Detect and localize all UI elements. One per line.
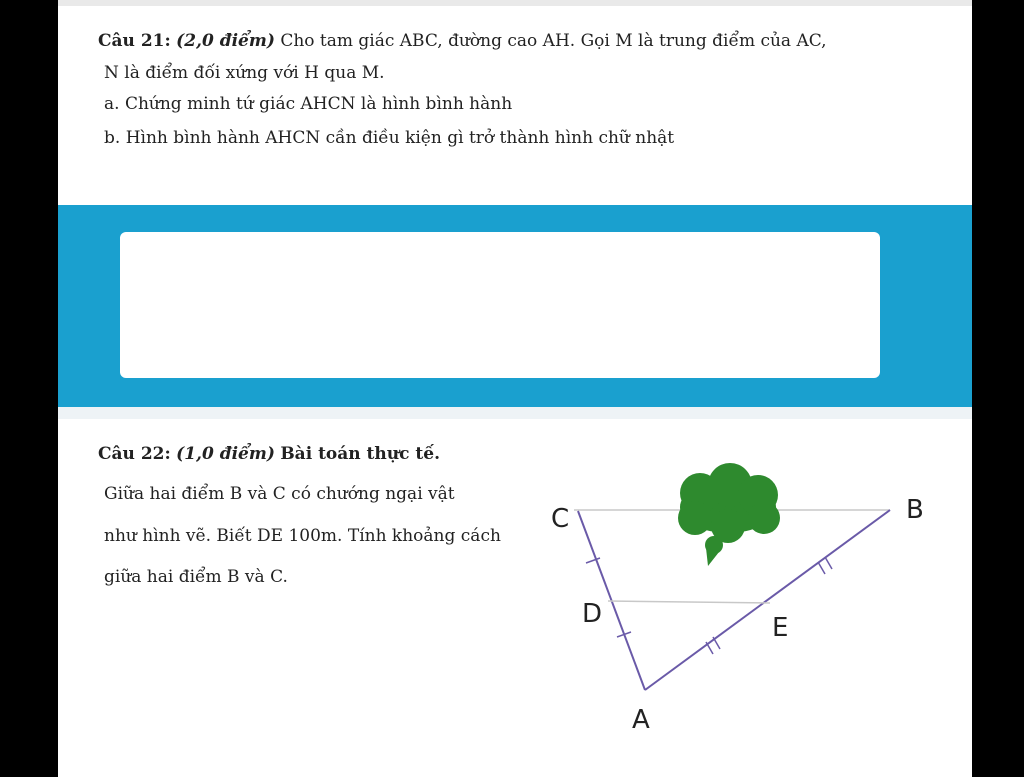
q22-text-3: giữa hai điểm B và C. [104,567,288,587]
side-ab [645,510,890,690]
q22-points: (1,0 điểm) [176,444,275,464]
tick-eb-2 [825,557,832,569]
q21-part-a: a. Chứng minh tứ giác AHCN là hình bình hành [104,94,513,114]
obstacle-shape [678,463,780,566]
label-b: B [906,495,924,525]
segment-de [608,601,770,603]
q21-points: (2,0 điểm) [176,31,275,51]
q21-text-2: N là điểm đối xứng với H qua M. [104,63,385,83]
label-d: D [582,599,603,629]
q22-text-1: Giữa hai điểm B và C có chướng ngại vật [104,484,455,504]
label-a: A [632,705,650,735]
tick-eb-1 [818,562,825,574]
tick-ae-2 [713,637,720,649]
label-c: C [551,504,570,534]
label-e: E [772,613,789,643]
q21-part-b: b. Hình bình hành AHCN cần điều kiện gì trở thành hình chữ nhật [104,128,675,148]
q22-label: Câu 22: [98,444,171,464]
q22-text-2: như hình vẽ. Biết DE 100m. Tính khoảng cách [104,526,501,546]
q22-title: Bài toán thực tế. [280,444,440,464]
q21-label: Câu 21: [98,31,171,51]
q21-text-1: Cho tam giác ABC, đường cao AH. Gọi M là trung điểm của AC, [280,31,827,51]
